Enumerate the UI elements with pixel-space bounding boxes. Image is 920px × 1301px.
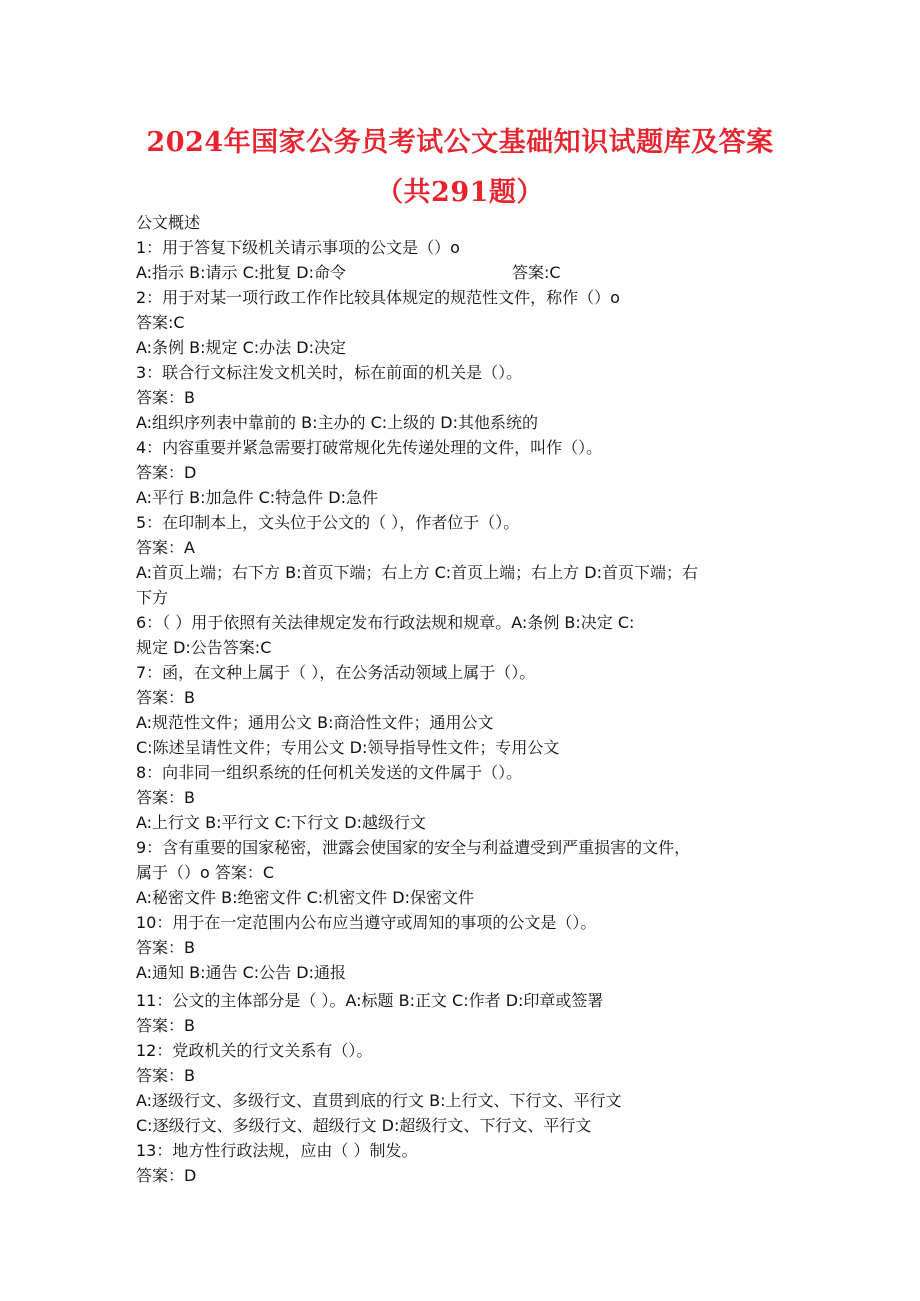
q5-answer: 答案：A — [136, 538, 195, 557]
q13-answer: 答案：D — [136, 1166, 197, 1185]
document-title-line2: （共291题） — [376, 177, 544, 208]
q11-answer: 答案：B — [136, 1016, 195, 1035]
q5-options-line2: 下方 — [136, 588, 169, 607]
q1-answer: 答案:C — [511, 263, 561, 282]
q3-options: A:组织序列表中靠前的 B:主办的 C:上级的 D:其他系统的 — [136, 413, 538, 432]
q6-line2: 规定 D:公告答案:C — [136, 638, 272, 657]
q10-answer: 答案：B — [136, 938, 195, 957]
q7-options-line2: C:陈述呈请性文件；专用公文 D:领导指导性文件；专用公文 — [136, 738, 560, 757]
q8-options: A:上行文 B:平行文 C:下行文 D:越级行文 — [136, 813, 426, 832]
q5-question: 5：在印制本上，文头位于公文的（ ），作者位于（）。 — [136, 513, 520, 532]
q9-line2: 属于（）o 答案：C — [136, 863, 275, 882]
q7-question: 7：函，在文种上属于（ ），在公务活动领域上属于（）。 — [136, 663, 536, 682]
q7-options-line1: A:规范性文件；通用公文 B:商洽性文件；通用公文 — [136, 713, 494, 732]
q2-question: 2：用于对某一项行政工作作比较具体规定的规范性文件，称作（）o — [136, 288, 620, 307]
q2-options: A:条例 B:规定 C:办法 D:决定 — [136, 338, 346, 357]
q12-options-line2: C:逐级行文、多级行文、超级行文 D:超级行文、下行文、平行文 — [136, 1116, 592, 1135]
q10-options: A:通知 B:通告 C:公告 D:通报 — [136, 963, 346, 982]
q4-question: 4：内容重要并紧急需要打破常规化先传递处理的文件，叫作（）。 — [136, 438, 603, 457]
q5-options-line1: A:首页上端；右下方 B:首页下端；右上方 C:首页上端；右上方 D:首页下端；右 — [136, 563, 698, 582]
q4-options: A:平行 B:加急件 C:特急件 D:急件 — [136, 488, 378, 507]
q4-answer: 答案：D — [136, 463, 197, 482]
q6-line1: 6：（ ）用于依照有关法律规定发布行政法规和规章。A:条例 B:决定 C: — [136, 613, 635, 632]
q12-answer: 答案：B — [136, 1066, 195, 1085]
document-title-line1: 2024年国家公务员考试公文基础知识试题库及答案 — [146, 127, 774, 158]
q13-question: 13：地方性行政法规，应由（ ）制发。 — [136, 1141, 418, 1160]
q1-options-row — [136, 260, 796, 285]
q10-question: 10：用于在一定范围内公布应当遵守或周知的事项的公文是（）。 — [136, 913, 597, 932]
q12-options-line1: A:逐级行文、多级行文、直贯到底的行文 B:上行文、下行文、平行文 — [136, 1091, 622, 1110]
q1-question: 1：用于答复下级机关请示事项的公文是（）o — [136, 238, 460, 257]
q8-question: 8：向非同一组织系统的任何机关发送的文件属于（）。 — [136, 763, 523, 782]
q9-options: A:秘密文件 B:绝密文件 C:机密文件 D:保密文件 — [136, 888, 474, 907]
q12-question: 12：党政机关的行文关系有（）。 — [136, 1041, 373, 1060]
q3-question: 3：联合行文标注发文机关时，标在前面的机关是（）。 — [136, 363, 523, 382]
q8-answer: 答案：B — [136, 788, 195, 807]
section-heading: 公文概述 — [136, 213, 201, 232]
q9-line1: 9：含有重要的国家秘密，泄露会使国家的安全与利益遭受到严重损害的文件， — [136, 838, 691, 857]
q7-answer: 答案：B — [136, 688, 195, 707]
q3-answer: 答案：B — [136, 388, 195, 407]
q1-options: A:指示 B:请示 C:批复 D:命令 — [136, 263, 346, 282]
question-list — [136, 210, 796, 1188]
q11-question: 11：公文的主体部分是（ ）。A:标题 B:正文 C:作者 D:印章或签署 — [136, 991, 604, 1010]
q2-answer: 答案:C — [136, 313, 185, 332]
